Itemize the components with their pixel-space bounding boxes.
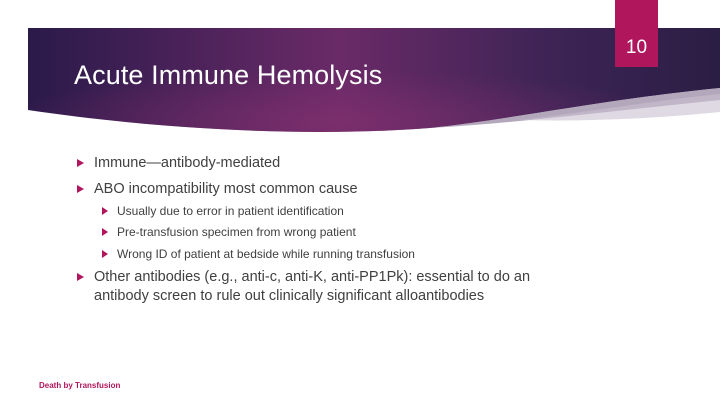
bullet-arrow-icon [102,250,108,258]
sub-bullet-item [102,203,542,219]
bullet-text: Pre-transfusion specimen from wrong patient [117,225,356,239]
bullet-arrow-icon [102,207,108,215]
bullet-text: Wrong ID of patient at bedside while running transfusion [117,247,415,261]
bullet-text: ABO incompatibility most common cause [94,181,358,197]
bullet-arrow-icon [102,228,108,236]
bullet-item [77,268,557,306]
sub-bullet-item [102,224,542,240]
bullet-text: Other antibodies (e.g., anti-c, anti-K, anti-PP1Pk): essential to do an antibody screen to rule out clinically significant alloantibodies [94,269,531,304]
bullet-arrow-icon [77,159,84,167]
bullet-item [77,154,557,173]
page-number: 10 [625,36,648,58]
bullet-item [77,180,557,199]
slide-title: Acute Immune Hemolysis [74,60,383,90]
bullet-arrow-icon [77,273,84,281]
footer-text: Death by Transfusion [39,381,121,390]
bullet-text: Immune—antibody-mediated [94,155,281,171]
bullet-arrow-icon [77,185,84,193]
bullet-text: Usually due to error in patient identification [117,204,344,218]
sub-bullet-item [102,246,542,262]
